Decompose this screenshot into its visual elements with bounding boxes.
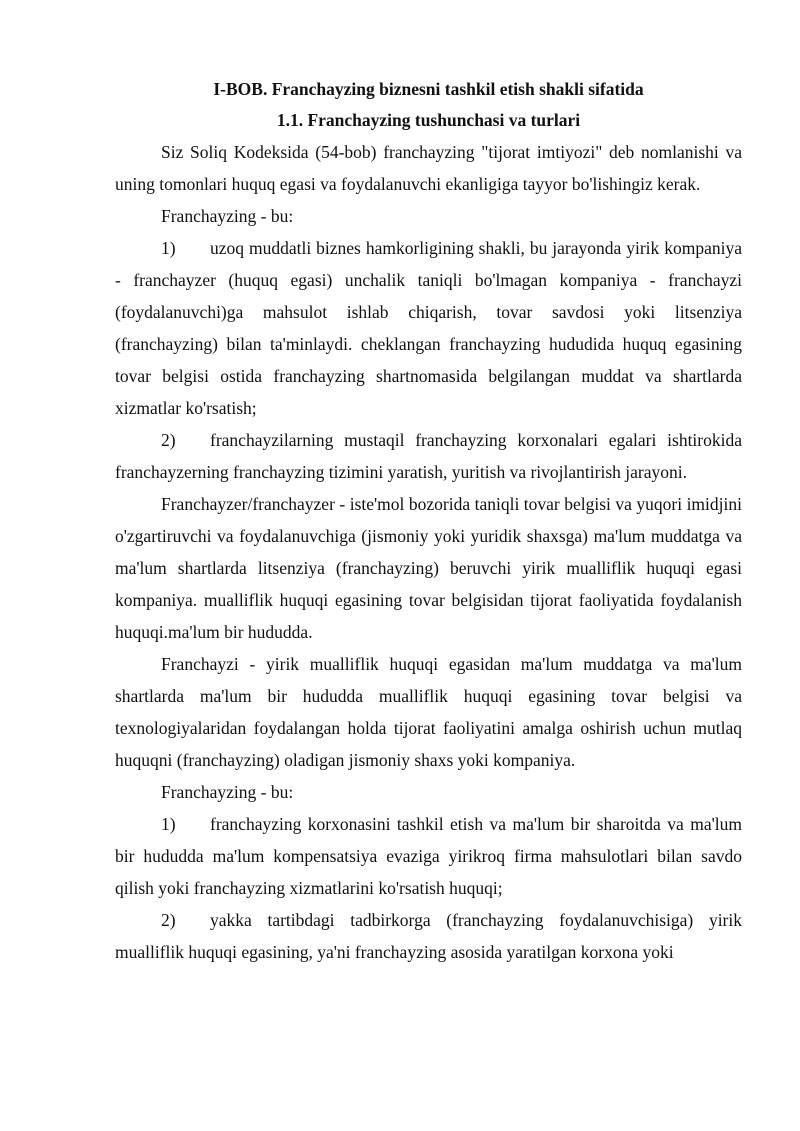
paragraph-intro: Siz Soliq Kodeksida (54-bob) franchayzing "tijorat imtiyozi" deb nomlanishi va uning tomonlari huquq egasi va foydalanuvchi ekanligiga tayyor bo'lishingiz kerak. [115, 142, 742, 194]
document-body [115, 74, 742, 968]
paragraph-definition-lead-2: Franchayzing - bu: [161, 782, 294, 802]
list-item [115, 232, 742, 424]
list-item-text: franchayzing korxonasini tashkil etish va ma'lum bir sharoitda va ma'lum bir hududda ma'lum kompensatsiya evaziga yirikroq firma mahsulotlari bilan savdo qilish yoki franchayzing xizmatlarini ko'rsatish huquqi; [115, 814, 742, 898]
list-item-number: 2) [161, 910, 176, 930]
paragraph-franchayzi: Franchayzi - yirik mualliflik huquqi egasidan ma'lum muddatga va ma'lum shartlarda ma'lum bir hududda mualliflik huquqi egasining tovar belgisi va texnologiyalaridan foydalangan holda tijorat faoliyatini amalga oshirish uchun mutlaq huquqni (franchayzing) oladigan jismoniy shaxs yoki kompaniya. [115, 654, 742, 770]
list-item-number: 1) [161, 814, 176, 834]
list-item-number: 2) [161, 430, 176, 450]
list-item [115, 904, 742, 968]
paragraph-definition-lead: Franchayzing - bu: [161, 206, 294, 226]
chapter-title: I-BOB. Franchayzing biznesni tashkil etish shakli sifatida [213, 79, 644, 99]
list-item [115, 424, 742, 488]
list-item-text: uzoq muddatli biznes hamkorligining shakli, bu jarayonda yirik kompaniya - franchayzer (huquq egasi) unchalik taniqli bo'lmagan kompaniya - franchayzi (foydalanuvchi)ga mahsulot ishlab chiqarish, tovar savdosi yoki litsenziya (franchayzing) bilan ta'minlaydi. cheklangan franchayzing hududida huquq egasining tovar belgisi ostida franchayzing shartnomasida belgilangan muddat va shartlarda xizmatlar ko'rsatish; [115, 238, 742, 418]
paragraph-franchayzer: Franchayzer/franchayzer - iste'mol bozorida taniqli tovar belgisi va yuqori imidjini o'zgartiruvchi va foydalanuvchiga (jismoniy yoki yuridik shaxsga) ma'lum muddatga va ma'lum shartlarda litsenziya (franchayzing) beruvchi yirik mualliflik huquqi egasi kompaniya. mualliflik huquqi egasining tovar belgisidan tijorat faoliyatida foydalanish huquqi.ma'lum bir hududda. [115, 494, 742, 642]
list-item [115, 808, 742, 904]
list-item-text: franchayzilarning mustaqil franchayzing korxonalari egalari ishtirokida franchayzerning franchayzing tizimini yaratish, yuritish va rivojlantirish jarayoni. [115, 430, 742, 482]
section-title: 1.1. Franchayzing tushunchasi va turlari [276, 110, 581, 130]
list-item-number: 1) [161, 238, 176, 258]
list-item-text: yakka tartibdagi tadbirkorga (franchayzing foydalanuvchisiga) yirik mualliflik huquqi egasining, ya'ni franchayzing asosida yaratilgan korxona yoki [115, 910, 742, 962]
